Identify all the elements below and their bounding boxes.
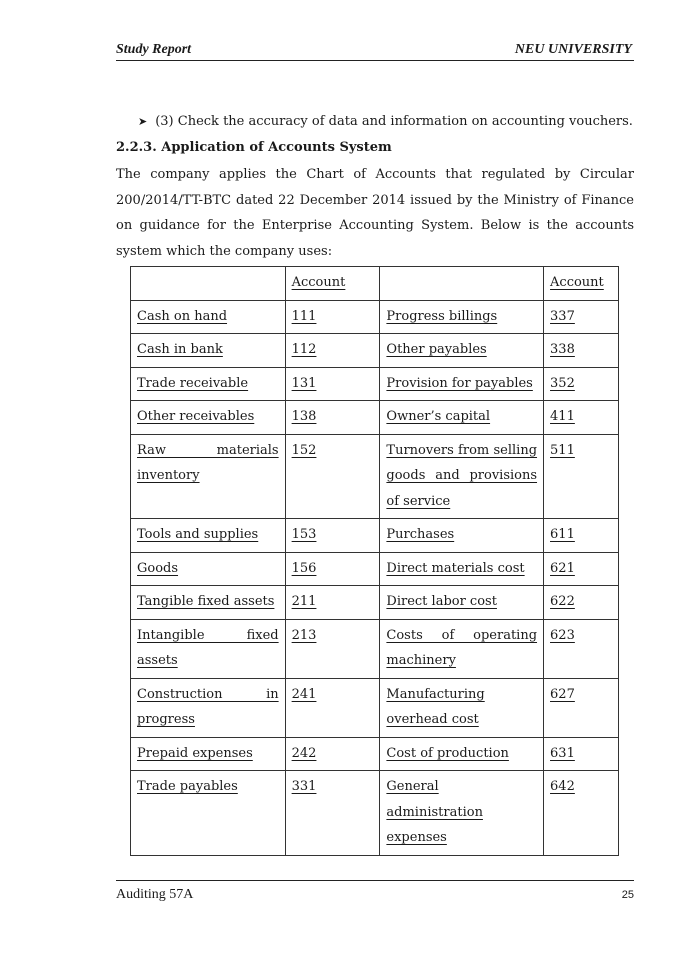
account-name-cell-text: General administration expenses bbox=[386, 779, 483, 845]
table-row bbox=[131, 771, 619, 856]
account-name-cell-text: Provision for payables bbox=[386, 375, 533, 391]
account-code-cell bbox=[285, 678, 380, 737]
account-code-cell bbox=[285, 367, 380, 401]
accounts-table bbox=[130, 266, 619, 856]
account-code-cell-text: 111 bbox=[291, 308, 317, 324]
account-name-cell bbox=[380, 771, 544, 856]
table-row bbox=[131, 434, 619, 519]
account-name-cell-text: Owner’s capital bbox=[386, 409, 491, 424]
account-code-cell bbox=[544, 771, 619, 856]
account-name-cell bbox=[131, 401, 286, 435]
footer-course: Auditing 57A bbox=[116, 887, 194, 902]
header-cell-name-2 bbox=[380, 267, 544, 301]
table-row bbox=[131, 586, 619, 620]
account-name-cell-text: Cost of production bbox=[386, 745, 509, 761]
account-name-cell-text: Turnovers from selling goods and provisions of service bbox=[386, 442, 538, 509]
account-name-cell bbox=[131, 519, 286, 553]
account-name-cell bbox=[380, 334, 544, 368]
account-name-cell bbox=[131, 334, 286, 368]
account-name-cell bbox=[380, 401, 544, 435]
account-code-cell-text: 338 bbox=[550, 342, 575, 357]
account-code-cell-text: 211 bbox=[291, 594, 317, 609]
account-code-cell bbox=[544, 401, 619, 435]
account-code-cell bbox=[544, 300, 619, 334]
account-code-cell bbox=[285, 619, 380, 678]
account-name-cell bbox=[131, 771, 286, 856]
account-name-cell-text: Purchases bbox=[386, 527, 455, 542]
account-name-cell-text: Other receivables bbox=[137, 409, 255, 424]
account-code-cell-text: 153 bbox=[291, 527, 317, 542]
account-name-cell-text: Prepaid expenses bbox=[137, 745, 253, 761]
account-code-cell-text: 138 bbox=[291, 409, 317, 424]
account-code-cell-text: 337 bbox=[550, 308, 575, 324]
account-code-cell-text: 642 bbox=[550, 779, 575, 794]
account-code-cell-text: 623 bbox=[550, 627, 575, 643]
account-name-cell bbox=[380, 619, 544, 678]
table-row bbox=[131, 619, 619, 678]
header-cell-account-1: Account bbox=[285, 267, 380, 301]
account-code-cell bbox=[285, 737, 380, 771]
account-code-cell bbox=[285, 586, 380, 620]
account-name-cell bbox=[380, 434, 544, 519]
table-row bbox=[131, 401, 619, 435]
account-name-cell-text: Other payables bbox=[386, 342, 487, 357]
page-footer bbox=[116, 880, 634, 902]
header-title-left: Study Report bbox=[116, 42, 192, 57]
account-name-cell-text: Intangible fixed assets bbox=[137, 627, 279, 668]
account-name-cell bbox=[380, 737, 544, 771]
account-code-cell bbox=[544, 334, 619, 368]
account-name-cell-text: Cash in bank bbox=[137, 342, 223, 357]
account-name-cell-text: Trade payables bbox=[137, 779, 238, 794]
account-code-cell bbox=[544, 367, 619, 401]
account-code-cell bbox=[285, 771, 380, 856]
account-code-cell-text: 611 bbox=[550, 527, 575, 542]
account-name-cell bbox=[380, 300, 544, 334]
account-name-cell bbox=[131, 737, 286, 771]
account-name-cell bbox=[380, 678, 544, 737]
table-row bbox=[131, 678, 619, 737]
account-name-cell-text: Direct materials cost bbox=[386, 560, 525, 576]
header-cell-account-2: Account bbox=[544, 267, 619, 301]
account-name-cell bbox=[131, 552, 286, 586]
account-name-cell-text: Tools and supplies bbox=[137, 527, 259, 542]
table-row bbox=[131, 737, 619, 771]
intro-paragraph: The company applies the Chart of Accounts that regulated by Circular 200/2014/TT-BTC dated 22 December 2014 issued by the Ministry of Finance on guidance for the Enterprise Accounting System. Below is the accounts system which the company uses: bbox=[116, 167, 634, 259]
account-name-cell-text: Construction in progress bbox=[137, 686, 279, 727]
account-name-cell-text: Progress billings bbox=[386, 308, 498, 324]
account-code-cell bbox=[544, 678, 619, 737]
page-number: 25 bbox=[621, 889, 634, 901]
account-name-cell bbox=[131, 586, 286, 620]
account-name-cell-text: Tangible fixed assets bbox=[137, 594, 275, 609]
section-title: 2.2.3. Application of Accounts System bbox=[116, 140, 392, 155]
account-code-cell bbox=[544, 519, 619, 553]
account-code-cell bbox=[285, 434, 380, 519]
account-code-cell-text: 331 bbox=[291, 779, 317, 794]
account-code-cell bbox=[544, 434, 619, 519]
account-name-cell-text: Goods bbox=[137, 560, 179, 576]
table-row bbox=[131, 519, 619, 553]
account-code-cell bbox=[285, 300, 380, 334]
account-name-cell bbox=[380, 367, 544, 401]
account-name-cell-text: Cash on hand bbox=[137, 308, 228, 324]
table-row bbox=[131, 334, 619, 368]
account-name-cell bbox=[131, 367, 286, 401]
account-code-cell-text: 621 bbox=[550, 560, 575, 576]
bullet-text: (3) Check the accuracy of data and information on accounting vouchers. bbox=[155, 114, 633, 129]
table-body bbox=[131, 300, 619, 855]
account-code-cell-text: 241 bbox=[291, 686, 317, 702]
account-code-cell-text: 112 bbox=[291, 342, 317, 357]
account-name-cell-text: Direct labor cost bbox=[386, 594, 497, 609]
page-header bbox=[116, 40, 634, 61]
table-header-row bbox=[131, 267, 619, 301]
account-code-cell bbox=[285, 334, 380, 368]
table-row bbox=[131, 300, 619, 334]
account-code-cell-text: 352 bbox=[550, 375, 575, 391]
account-code-cell bbox=[544, 737, 619, 771]
account-code-cell-text: 242 bbox=[291, 745, 317, 761]
account-code-cell-text: 131 bbox=[291, 375, 317, 391]
account-code-cell-text: 631 bbox=[550, 745, 575, 761]
bullet-item bbox=[138, 114, 633, 129]
account-code-cell bbox=[544, 586, 619, 620]
account-code-cell-text: 511 bbox=[550, 442, 575, 458]
account-code-cell bbox=[285, 519, 380, 553]
account-name-cell bbox=[131, 619, 286, 678]
account-code-cell-text: 213 bbox=[291, 627, 317, 643]
arrow-bullet-icon: ➤ bbox=[138, 115, 148, 128]
account-code-cell-text: 622 bbox=[550, 594, 575, 609]
account-name-cell bbox=[131, 434, 286, 519]
header-cell-name-1 bbox=[131, 267, 286, 301]
account-name-cell bbox=[131, 300, 286, 334]
account-name-cell-text: Raw materials inventory bbox=[137, 442, 279, 483]
account-code-cell bbox=[544, 619, 619, 678]
account-code-cell-text: 152 bbox=[291, 442, 317, 458]
account-code-cell-text: 627 bbox=[550, 686, 575, 702]
account-name-cell bbox=[380, 552, 544, 586]
account-name-cell bbox=[380, 519, 544, 553]
header-title-right: NEU UNIVERSITY bbox=[514, 42, 632, 57]
table-row bbox=[131, 552, 619, 586]
table-row bbox=[131, 367, 619, 401]
account-code-cell bbox=[544, 552, 619, 586]
account-name-cell-text: Costs of operating machinery bbox=[386, 627, 538, 668]
account-name-cell-text: Manufacturing overhead cost bbox=[386, 686, 485, 727]
account-name-cell bbox=[131, 678, 286, 737]
account-code-cell-text: 156 bbox=[291, 560, 317, 576]
account-code-cell bbox=[285, 401, 380, 435]
account-code-cell-text: 411 bbox=[550, 409, 575, 424]
account-name-cell bbox=[380, 586, 544, 620]
account-name-cell-text: Trade receivable bbox=[137, 375, 249, 391]
account-code-cell bbox=[285, 552, 380, 586]
